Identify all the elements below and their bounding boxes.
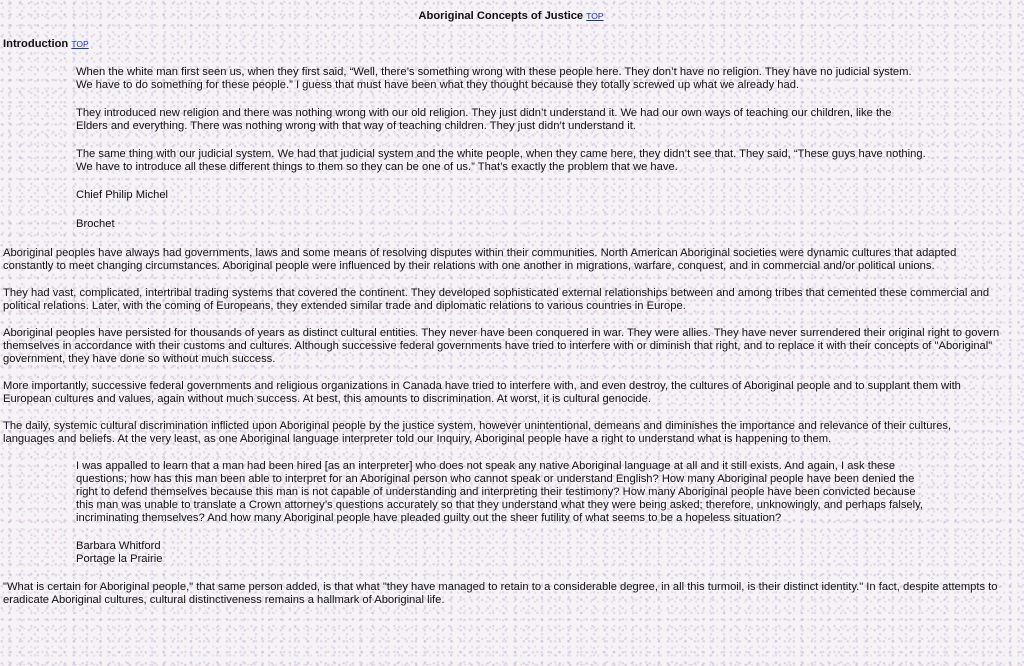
quote-chief-michel — [76, 66, 926, 231]
introduction-top-link[interactable]: TOP — [71, 39, 89, 49]
body-paragraph-5: The daily, systemic cultural discrimination inflicted upon Aboriginal people by the justice system, however unintentional, demeans and diminishes the importance and relevance of their cultures, languages and beliefs. At the very least, as one Aboriginal language interpreter told our Inquiry, Aboriginal people have a right to understand what is happening to them. — [3, 420, 952, 445]
page-title-text: Aboriginal Concepts of Justice — [418, 10, 584, 22]
page-title — [3, 10, 1019, 23]
quote-1-paragraph-2: They introduced new religion and there was nothing wrong with our old religion. They just didn’t understand it. We had our own ways of teaching our children, like the Elders and everything. There was nothing wrong with that way of teaching children. They just didn’t understand it. — [76, 107, 892, 132]
quote-barbara-whitford — [76, 460, 936, 566]
document-page — [3, 0, 1019, 607]
final-paragraph: "What is certain for Aboriginal people," that same person added, is that what "they have managed to retain to a considerable degree, in all this turmoil, is their distinct identity." In fact, despite attempts to eradicate Aboriginal cultures, cultural distinctiveness remains a hallmark of Aboriginal life. — [3, 581, 998, 606]
introduction-heading-text: Introduction — [3, 38, 69, 50]
quote-1-speaker: Chief Philip Michel — [76, 189, 169, 201]
quote-2-speaker: Barbara Whitford — [76, 540, 161, 552]
body-paragraph-2: They had vast, complicated, intertribal trading systems that covered the continent. They developed sophisticated external relationships between and among tribes that cemented these commercial and political relations. Later, with the coming of Europeans, they extended similar trade and diplomatic relations to various countries in Europe. — [3, 287, 990, 312]
body-paragraph-4: More importantly, successive federal governments and religious organizations in Canada have tried to interfere with, and even destroy, the cultures of Aboriginal people and to supplant them with European cultures and values, again without much success. At best, this amounts to discrimination. At worst, it is cultural genocide. — [3, 380, 961, 405]
quote-2-place: Portage la Prairie — [76, 553, 163, 565]
quote-1-paragraph-3: The same thing with our judicial system. We had that judicial system and the white people, when they came here, they didn’t see that. They said, “These guys have nothing. We have to introduce all these different things to them so they can be one of us.” That’s exactly the problem that we have. — [76, 148, 926, 173]
quote-1-place: Brochet — [76, 218, 115, 230]
introduction-heading — [3, 38, 1019, 51]
quote-1-paragraph-1: When the white man first seen us, when they first said, “Well, there’s something wrong with these people here. They don’t have no religion. They have no judicial system. We have to do something for these people.” I guess that must have been what they thought because they totally screwed up what we already had. — [76, 66, 912, 91]
body-paragraph-3: Aboriginal peoples have persisted for thousands of years as distinct cultural entities. They never have been conquered in war. They were allies. They have never surrendered their original right to govern themselves in accordance with their customs and cultures. Although successive federal governments have tried to interfere with or diminish that right, and to replace it with their concepts of "Aboriginal" government, they have done so without much success. — [3, 327, 1000, 365]
title-top-link[interactable]: TOP — [586, 11, 604, 21]
quote-2-text: I was appalled to learn that a man had been hired [as an interpreter] who does not speak any native Aboriginal language at all and it still exists. And again, I ask these questions; how has this man been able to interpret for an Aboriginal person who cannot speak or understand English? How many Aboriginal people have been denied the right to defend themselves because this man is not capable of understanding and interpreting their testimony? How many Aboriginal people have been convicted because this man was unable to translate a Crown attorney’s questions accurately so that they understand what they were being asked; therefore, unknowingly, and perhaps falsely, incriminating themselves? And how many Aboriginal people have pleaded guilty out the sheer futility of what seems to be a hopeless situation? — [76, 460, 924, 524]
body-paragraph-1: Aboriginal peoples have always had governments, laws and some means of resolving disputes within their communities. North American Aboriginal societies were dynamic cultures that adapted constantly to meet changing circumstances. Aboriginal people were influenced by their relations with one another in migrations, warfare, conquest, and in commercial and/or political unions. — [3, 247, 957, 272]
